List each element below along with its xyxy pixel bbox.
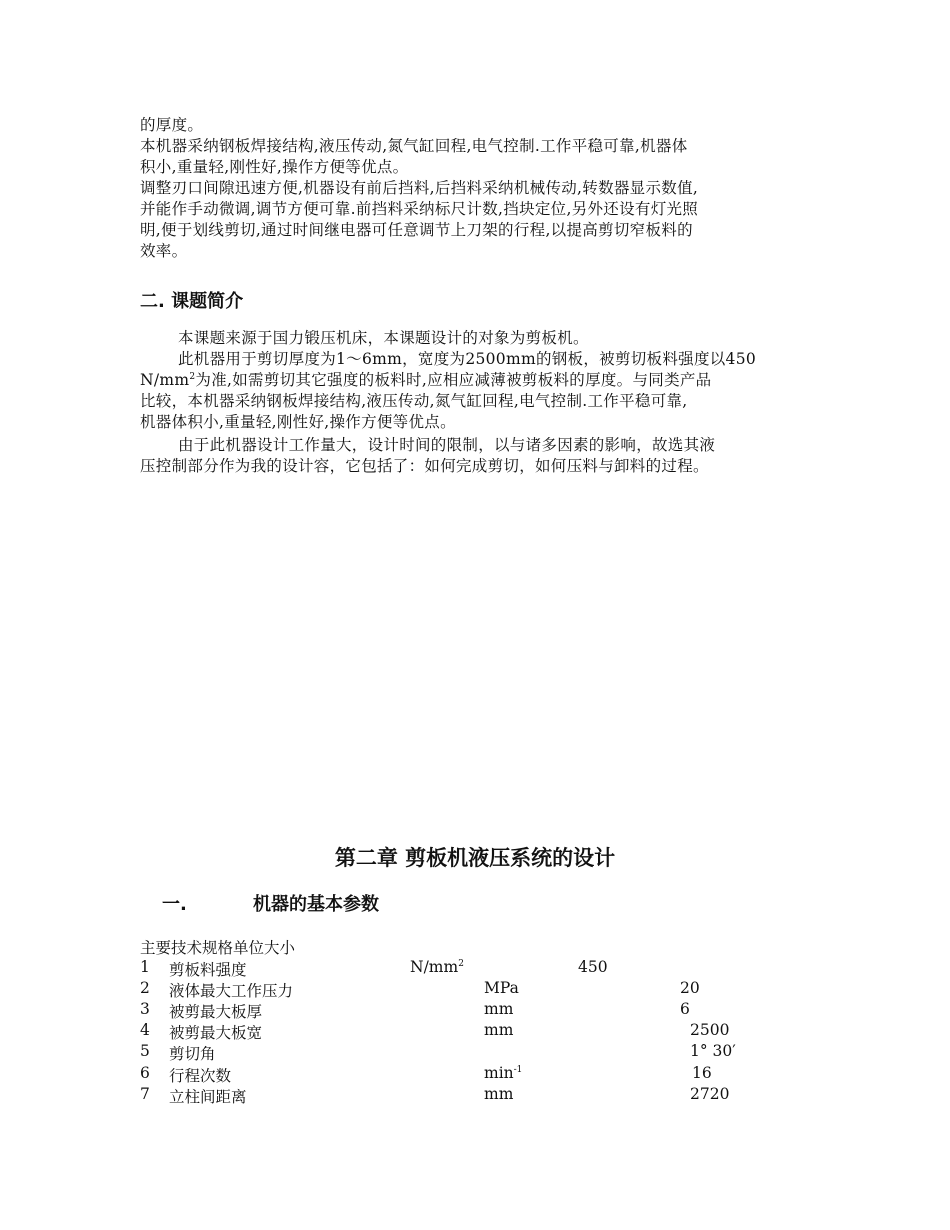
row-value: 1° 30′ [690,1042,736,1060]
section-heading-number: 一. [162,894,187,915]
intro-line: 积小,重量轻,刚性好,操作方便等优点。 [140,158,409,176]
section-heading-parameters: 机器的基本参数 [253,894,379,915]
row-number: 4 [140,1021,150,1039]
topic-line: 此机器用于剪切厚度为1～6mm，宽度为2500mm的钢板，被剪切板料强度以450 [178,350,757,368]
intro-line: 调整刃口间隙迅速方便,机器设有前后挡料,后挡料采纳机械传动,转数器显示数值, [140,179,699,197]
row-unit [410,958,464,976]
topic-line-with-unit [140,370,711,392]
unit-text: mm [484,1021,514,1039]
unit-text: min [484,1064,514,1082]
unit-text: mm [484,1085,514,1103]
unit-superscript: -1 [513,1064,523,1075]
topic-line: 机器体积小,重量轻,刚性好,操作方便等优点。 [140,413,456,431]
row-name: 液体最大工作压力 [169,982,294,1000]
intro-line: 效率。 [140,242,188,260]
row-unit [484,1000,513,1018]
topic-line: 压控制部分作为我的设计容，它包括了：如何完成剪切，如何压料与卸料的过程。 [140,457,709,475]
unit-superscript: 2 [189,371,196,382]
row-number: 7 [140,1085,150,1103]
unit-text: MPa [484,979,519,997]
intro-line: 明,便于划线剪切,通过时间继电器可任意调节上刀架的行程,以提高剪切窄板料的 [140,221,693,239]
table-header: 主要技术规格单位大小 [140,939,296,957]
row-name: 被剪最大板厚 [169,1003,263,1021]
unit-superscript: 2 [458,958,464,969]
row-number: 1 [140,958,150,976]
topic-line: 比较，本机器采纳钢板焊接结构,液压传动,氮气缸回程,电气控制.工作平稳可靠, [140,392,688,410]
intro-line: 本机器采纳钢板焊接结构,液压传动,氮气缸回程,电气控制.工作平稳可靠,机器体 [140,137,688,155]
row-unit [484,1085,513,1103]
row-value: 16 [692,1064,712,1082]
row-name: 剪切角 [169,1045,216,1063]
topic-line-text: 为准,如需剪切其它强度的板料时,应相应减薄被剪板料的厚度。与同类产品 [195,371,712,389]
row-unit [484,979,519,997]
topic-line: 由于此机器设计工作量大，设计时间的限制，以与诸多因素的影响，故选其液 [178,436,716,454]
row-value: 2720 [690,1085,730,1103]
chapter-title: 第二章 剪板机液压系统的设计 [334,846,616,870]
row-name: 剪板料强度 [169,961,247,979]
unit-text: mm [484,1000,514,1018]
topic-line: 本课题来源于国力锻压机床，本课题设计的对象为剪板机。 [178,329,589,347]
intro-line: 并能作手动微调,调节方便可靠.前挡料采纳标尺计数,挡块定位,另外还设有灯光照 [140,200,699,218]
section-heading-topic: 二. 课题简介 [140,291,244,312]
row-value: 6 [680,1000,690,1018]
row-number: 2 [140,979,150,997]
row-name: 行程次数 [169,1067,232,1085]
unit-text: N/mm [410,958,459,976]
row-unit [484,1021,513,1039]
row-name: 立柱间距离 [169,1088,247,1106]
row-value: 20 [680,979,700,997]
row-value: 2500 [690,1021,730,1039]
row-number: 5 [140,1042,150,1060]
unit-text: N/mm [140,371,190,389]
intro-line: 的厚度。 [140,116,204,134]
row-name: 被剪最大板宽 [169,1024,263,1042]
row-unit [484,1064,522,1082]
row-number: 3 [140,1000,150,1018]
row-value: 450 [578,958,608,976]
row-number: 6 [140,1064,150,1082]
